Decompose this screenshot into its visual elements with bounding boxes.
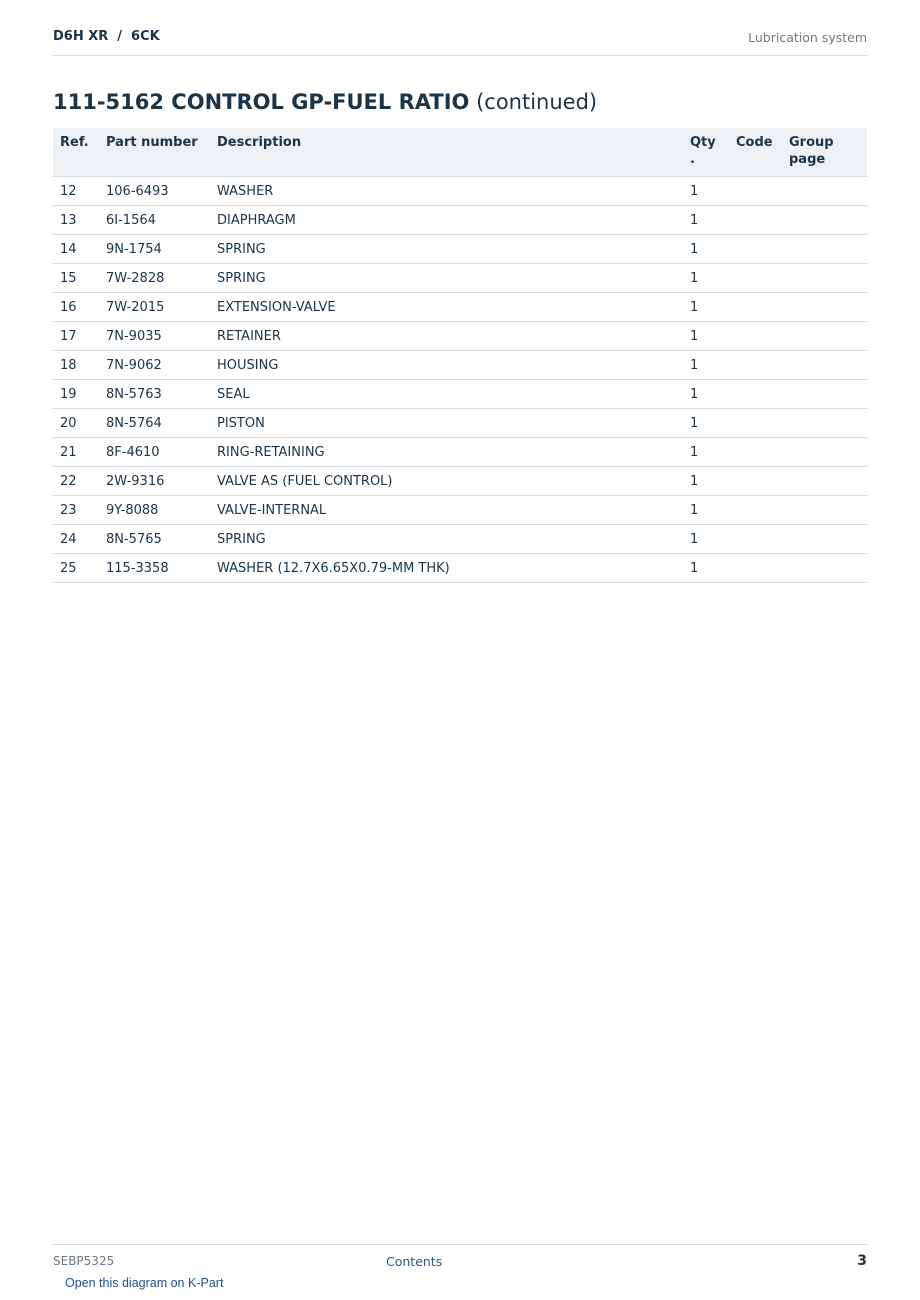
cell-group-page xyxy=(782,409,867,438)
cell-ref: 25 xyxy=(53,554,99,583)
cell-description: WASHER (12.7X6.65X0.79-MM THK) xyxy=(210,554,683,583)
cell-ref: 24 xyxy=(53,525,99,554)
cell-qty: 1 xyxy=(683,322,729,351)
cell-ref: 22 xyxy=(53,467,99,496)
table-row xyxy=(53,496,867,525)
cell-group-page xyxy=(782,264,867,293)
contents-link[interactable]: Contents xyxy=(386,1254,443,1269)
cell-qty: 1 xyxy=(683,554,729,583)
cell-part-number: 8N-5763 xyxy=(99,380,210,409)
col-header-code: Code xyxy=(729,128,782,177)
page-title xyxy=(53,90,597,114)
cell-qty: 1 xyxy=(683,177,729,206)
cell-part-number: 8N-5765 xyxy=(99,525,210,554)
cell-qty: 1 xyxy=(683,351,729,380)
cell-qty: 1 xyxy=(683,380,729,409)
cell-part-number: 6I-1564 xyxy=(99,206,210,235)
cell-code xyxy=(729,293,782,322)
col-header-ref: Ref. xyxy=(53,128,99,177)
table-row xyxy=(53,293,867,322)
cell-code xyxy=(729,525,782,554)
cell-group-page xyxy=(782,206,867,235)
table-row xyxy=(53,525,867,554)
cell-group-page xyxy=(782,467,867,496)
cell-description: VALVE AS (FUEL CONTROL) xyxy=(210,467,683,496)
cell-qty: 1 xyxy=(683,264,729,293)
cell-qty: 1 xyxy=(683,525,729,554)
cell-code xyxy=(729,554,782,583)
cell-description: HOUSING xyxy=(210,351,683,380)
cell-description: EXTENSION-VALVE xyxy=(210,293,683,322)
cell-ref: 18 xyxy=(53,351,99,380)
cell-code xyxy=(729,467,782,496)
model-breadcrumb xyxy=(53,29,160,44)
cell-description: WASHER xyxy=(210,177,683,206)
cell-group-page xyxy=(782,293,867,322)
cell-qty: 1 xyxy=(683,496,729,525)
cell-group-page xyxy=(782,525,867,554)
cell-ref: 19 xyxy=(53,380,99,409)
cell-ref: 20 xyxy=(53,409,99,438)
page-footer xyxy=(53,1244,867,1274)
parts-table-body xyxy=(53,177,867,583)
cell-ref: 14 xyxy=(53,235,99,264)
cell-ref: 23 xyxy=(53,496,99,525)
cell-group-page xyxy=(782,177,867,206)
document-id: SEBP5325 xyxy=(53,1254,115,1268)
cell-ref: 15 xyxy=(53,264,99,293)
cell-description: DIAPHRAGM xyxy=(210,206,683,235)
cell-group-page xyxy=(782,496,867,525)
cell-group-page xyxy=(782,235,867,264)
kpart-link[interactable]: Open this diagram on K-Part xyxy=(65,1276,224,1290)
col-header-qty: Qty . xyxy=(683,128,729,177)
cell-part-number: 9N-1754 xyxy=(99,235,210,264)
cell-part-number: 8F-4610 xyxy=(99,438,210,467)
cell-qty: 1 xyxy=(683,409,729,438)
table-row xyxy=(53,351,867,380)
col-header-description: Description xyxy=(210,128,683,177)
cell-description: RING-RETAINING xyxy=(210,438,683,467)
cell-code xyxy=(729,177,782,206)
table-row xyxy=(53,206,867,235)
table-row xyxy=(53,380,867,409)
cell-ref: 16 xyxy=(53,293,99,322)
cell-group-page xyxy=(782,380,867,409)
cell-group-page xyxy=(782,554,867,583)
cell-group-page xyxy=(782,438,867,467)
cell-description: SEAL xyxy=(210,380,683,409)
breadcrumb-separator: / xyxy=(117,29,123,44)
table-row xyxy=(53,467,867,496)
title-suffix: (continued) xyxy=(476,90,598,114)
cell-ref: 17 xyxy=(53,322,99,351)
cell-ref: 12 xyxy=(53,177,99,206)
cell-ref: 21 xyxy=(53,438,99,467)
cell-qty: 1 xyxy=(683,235,729,264)
table-row xyxy=(53,177,867,206)
title-main: 111-5162 CONTROL GP-FUEL RATIO xyxy=(53,90,470,114)
cell-qty: 1 xyxy=(683,467,729,496)
cell-code xyxy=(729,409,782,438)
cell-code xyxy=(729,351,782,380)
cell-ref: 13 xyxy=(53,206,99,235)
table-row xyxy=(53,264,867,293)
cell-qty: 1 xyxy=(683,438,729,467)
cell-part-number: 106-6493 xyxy=(99,177,210,206)
cell-part-number: 8N-5764 xyxy=(99,409,210,438)
cell-part-number: 7W-2015 xyxy=(99,293,210,322)
cell-code xyxy=(729,235,782,264)
col-header-group-page: Group page xyxy=(782,128,867,177)
table-row xyxy=(53,409,867,438)
cell-description: SPRING xyxy=(210,264,683,293)
table-row xyxy=(53,322,867,351)
section-name: Lubrication system xyxy=(748,30,867,45)
cell-group-page xyxy=(782,351,867,380)
parts-table xyxy=(53,128,867,583)
cell-code xyxy=(729,496,782,525)
cell-code xyxy=(729,206,782,235)
cell-qty: 1 xyxy=(683,206,729,235)
cell-description: SPRING xyxy=(210,235,683,264)
cell-description: VALVE-INTERNAL xyxy=(210,496,683,525)
table-row xyxy=(53,438,867,467)
cell-group-page xyxy=(782,322,867,351)
cell-part-number: 7N-9062 xyxy=(99,351,210,380)
cell-part-number: 9Y-8088 xyxy=(99,496,210,525)
cell-code xyxy=(729,264,782,293)
cell-part-number: 2W-9316 xyxy=(99,467,210,496)
table-row xyxy=(53,554,867,583)
cell-description: SPRING xyxy=(210,525,683,554)
col-header-part-number: Part number xyxy=(99,128,210,177)
cell-code xyxy=(729,380,782,409)
serial-prefix: 6CK xyxy=(131,29,160,44)
model-name: D6H XR xyxy=(53,29,109,44)
cell-description: RETAINER xyxy=(210,322,683,351)
page-number: 3 xyxy=(857,1253,867,1269)
page-header xyxy=(53,28,867,56)
cell-qty: 1 xyxy=(683,293,729,322)
cell-code xyxy=(729,322,782,351)
cell-part-number: 115-3358 xyxy=(99,554,210,583)
table-header-row xyxy=(53,128,867,177)
table-row xyxy=(53,235,867,264)
cell-part-number: 7N-9035 xyxy=(99,322,210,351)
cell-code xyxy=(729,438,782,467)
cell-part-number: 7W-2828 xyxy=(99,264,210,293)
cell-description: PISTON xyxy=(210,409,683,438)
